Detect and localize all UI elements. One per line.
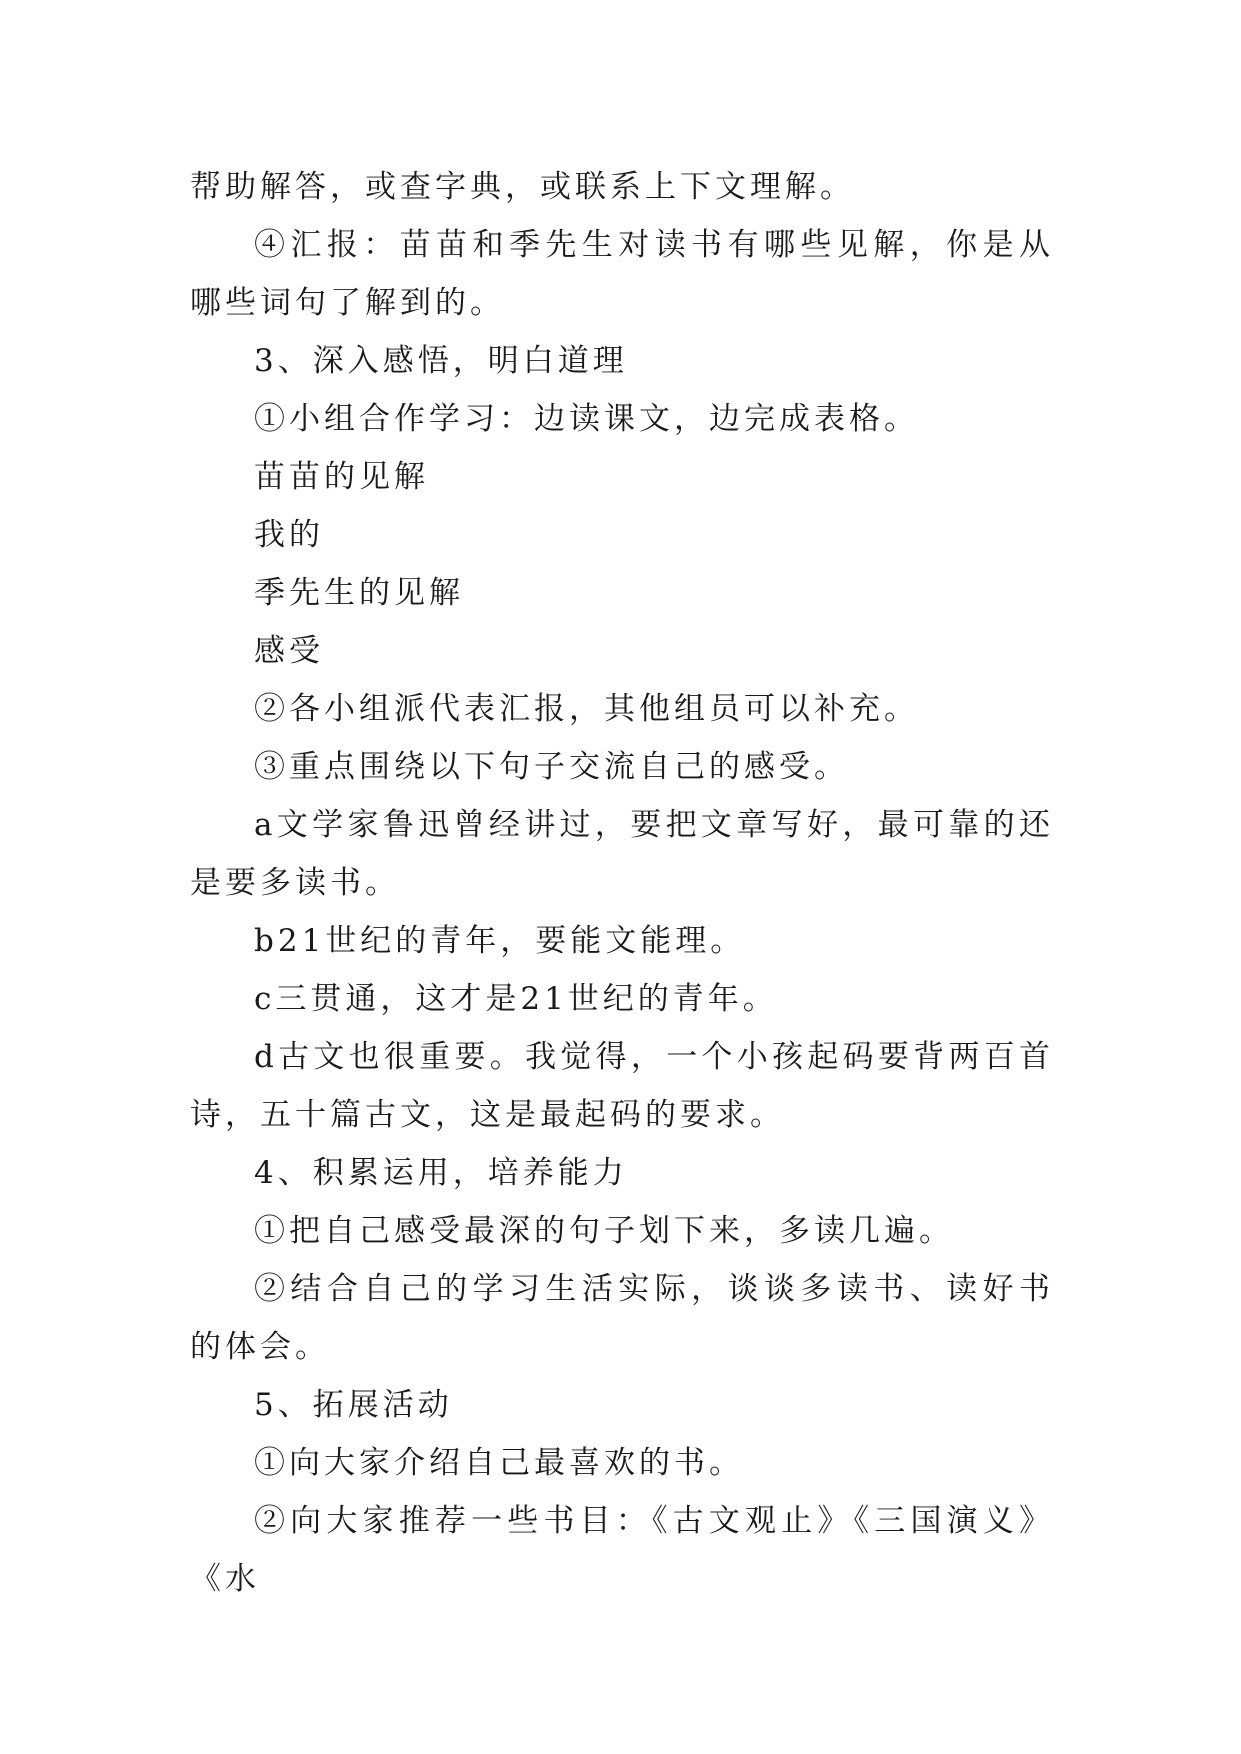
paragraph-group-report: ②各小组派代表汇报，其他组员可以补充。 [254, 691, 919, 727]
quote-c: c三贯通，这才是21世纪的青年。 [254, 981, 778, 1017]
table-label-ji: 季先生的见解 [254, 575, 464, 611]
paragraph-recommend-books: ②向大家推荐一些书目：《古文观止》《三国演义》《水 [190, 1503, 1054, 1597]
paragraph-continuation: 帮助解答，或查字典，或联系上下文理解。 [190, 169, 855, 205]
section-heading-3: 3、深入感悟，明白道理 [254, 343, 628, 379]
section-heading-4: 4、积累运用，培养能力 [254, 1155, 628, 1191]
paragraph-experience: ②结合自己的学习生活实际，谈谈多读书、读好书的体会。 [190, 1271, 1054, 1365]
paragraph-group-study: ①小组合作学习：边读课文，边完成表格。 [254, 401, 919, 437]
paragraph-report-views: ④汇报：苗苗和季先生对读书有哪些见解，你是从哪些词句了解到的。 [190, 227, 1054, 321]
quote-a: a文学家鲁迅曾经讲过，要把文章写好，最可靠的还是要多读书。 [190, 807, 1054, 901]
section-heading-5: 5、拓展活动 [254, 1387, 453, 1423]
table-label-mine: 我的 [254, 517, 324, 553]
document-body [190, 158, 1054, 1608]
paragraph-favorite-book: ①向大家介绍自己最喜欢的书。 [254, 1445, 744, 1481]
quote-d: d古文也很重要。我觉得，一个小孩起码要背两百首诗，五十篇古文，这是最起码的要求。 [190, 1039, 1054, 1133]
quote-b: b21世纪的青年，要能文能理。 [254, 923, 746, 959]
table-label-feeling: 感受 [254, 633, 324, 669]
table-label-miaomiao: 苗苗的见解 [254, 459, 429, 495]
paragraph-underline: ①把自己感受最深的句子划下来，多读几遍。 [254, 1213, 954, 1249]
paragraph-focus-sentences: ③重点围绕以下句子交流自己的感受。 [254, 749, 849, 785]
